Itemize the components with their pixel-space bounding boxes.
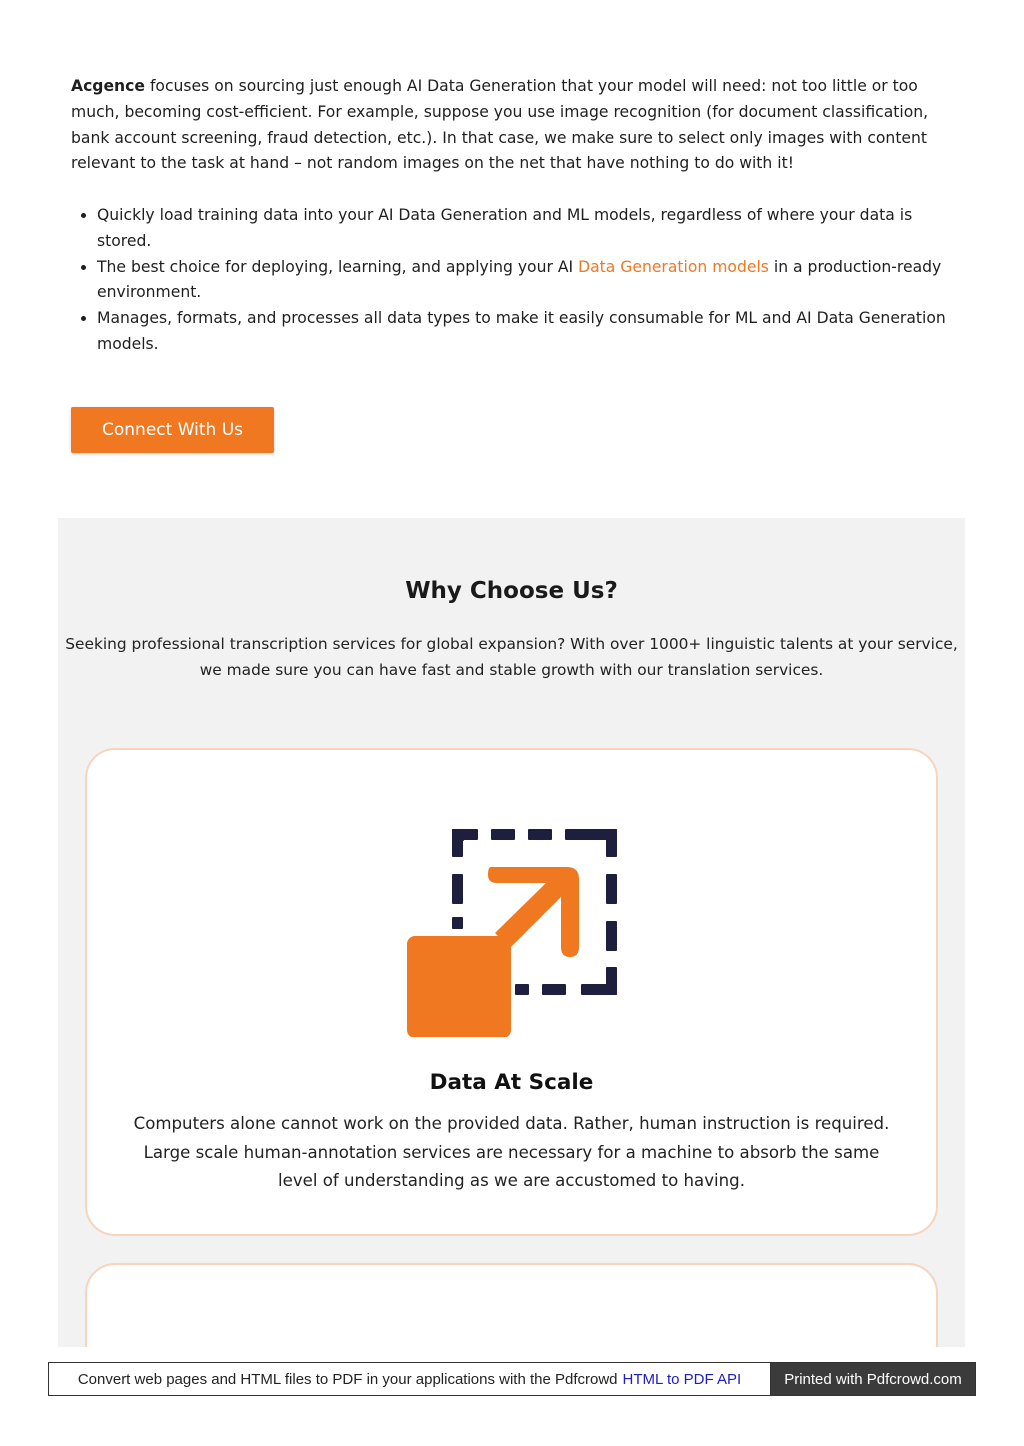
list-item <box>97 255 956 307</box>
card-description: Computers alone cannot work on the provided data. Rather, human instruction is required. Large scale human-annotation services are necessary for a machine to absorb the same level of understanding as we are accustomed to having. <box>133 1114 890 1190</box>
feature-list <box>71 203 956 358</box>
feature-card <box>85 748 938 1236</box>
html-to-pdf-api-link[interactable]: HTML to PDF API <box>622 1370 742 1388</box>
list-item-text: in a production-ready environment. <box>97 257 942 302</box>
data-generation-models-link[interactable]: Data Generation models <box>578 257 769 276</box>
feature-card <box>85 1263 938 1347</box>
printed-with-badge[interactable]: Printed with Pdfcrowd.com <box>770 1362 976 1396</box>
scale-up-icon <box>407 825 619 1041</box>
list-item-text: The best choice for deploying, learning, and applying your AI <box>97 257 579 276</box>
connect-with-us-button[interactable]: Connect With Us <box>71 407 274 453</box>
pdf-footer <box>48 1362 976 1396</box>
list-item <box>97 306 956 358</box>
footer-text: Convert web pages and HTML files to PDF in your applications with the Pdfcrowd <box>77 1370 618 1388</box>
card-title: Data At Scale <box>429 1070 594 1095</box>
list-item-text: Manages, formats, and processes all data types to make it easily consumable for ML and AI Data Generation models. <box>97 309 946 353</box>
footer-notice <box>48 1362 770 1396</box>
section-description: Seeking professional transcription services for global expansion? With over 1000+ linguistic talents at your service, we made sure you can have fast and stable growth with our translation services. <box>65 635 958 679</box>
list-item <box>97 203 956 255</box>
why-choose-us-section <box>58 518 965 1347</box>
intro-text: focuses on sourcing just enough AI Data Generation that your model will need: not too little or too much, becoming cost-efficient. For example, suppose you use image recognition (for document classification, bank account screening, fraud detection, etc.). In that case, we make sure to select only images with content relevant to the task at hand – not random images on the net that have nothing to do with it! <box>71 77 929 173</box>
intro-paragraph <box>71 74 956 177</box>
brand-name: Acgence <box>71 77 145 95</box>
list-item-text: Quickly load training data into your AI Data Generation and ML models, regardless of where your data is stored. <box>97 206 913 250</box>
section-title: Why Choose Us? <box>405 578 618 604</box>
